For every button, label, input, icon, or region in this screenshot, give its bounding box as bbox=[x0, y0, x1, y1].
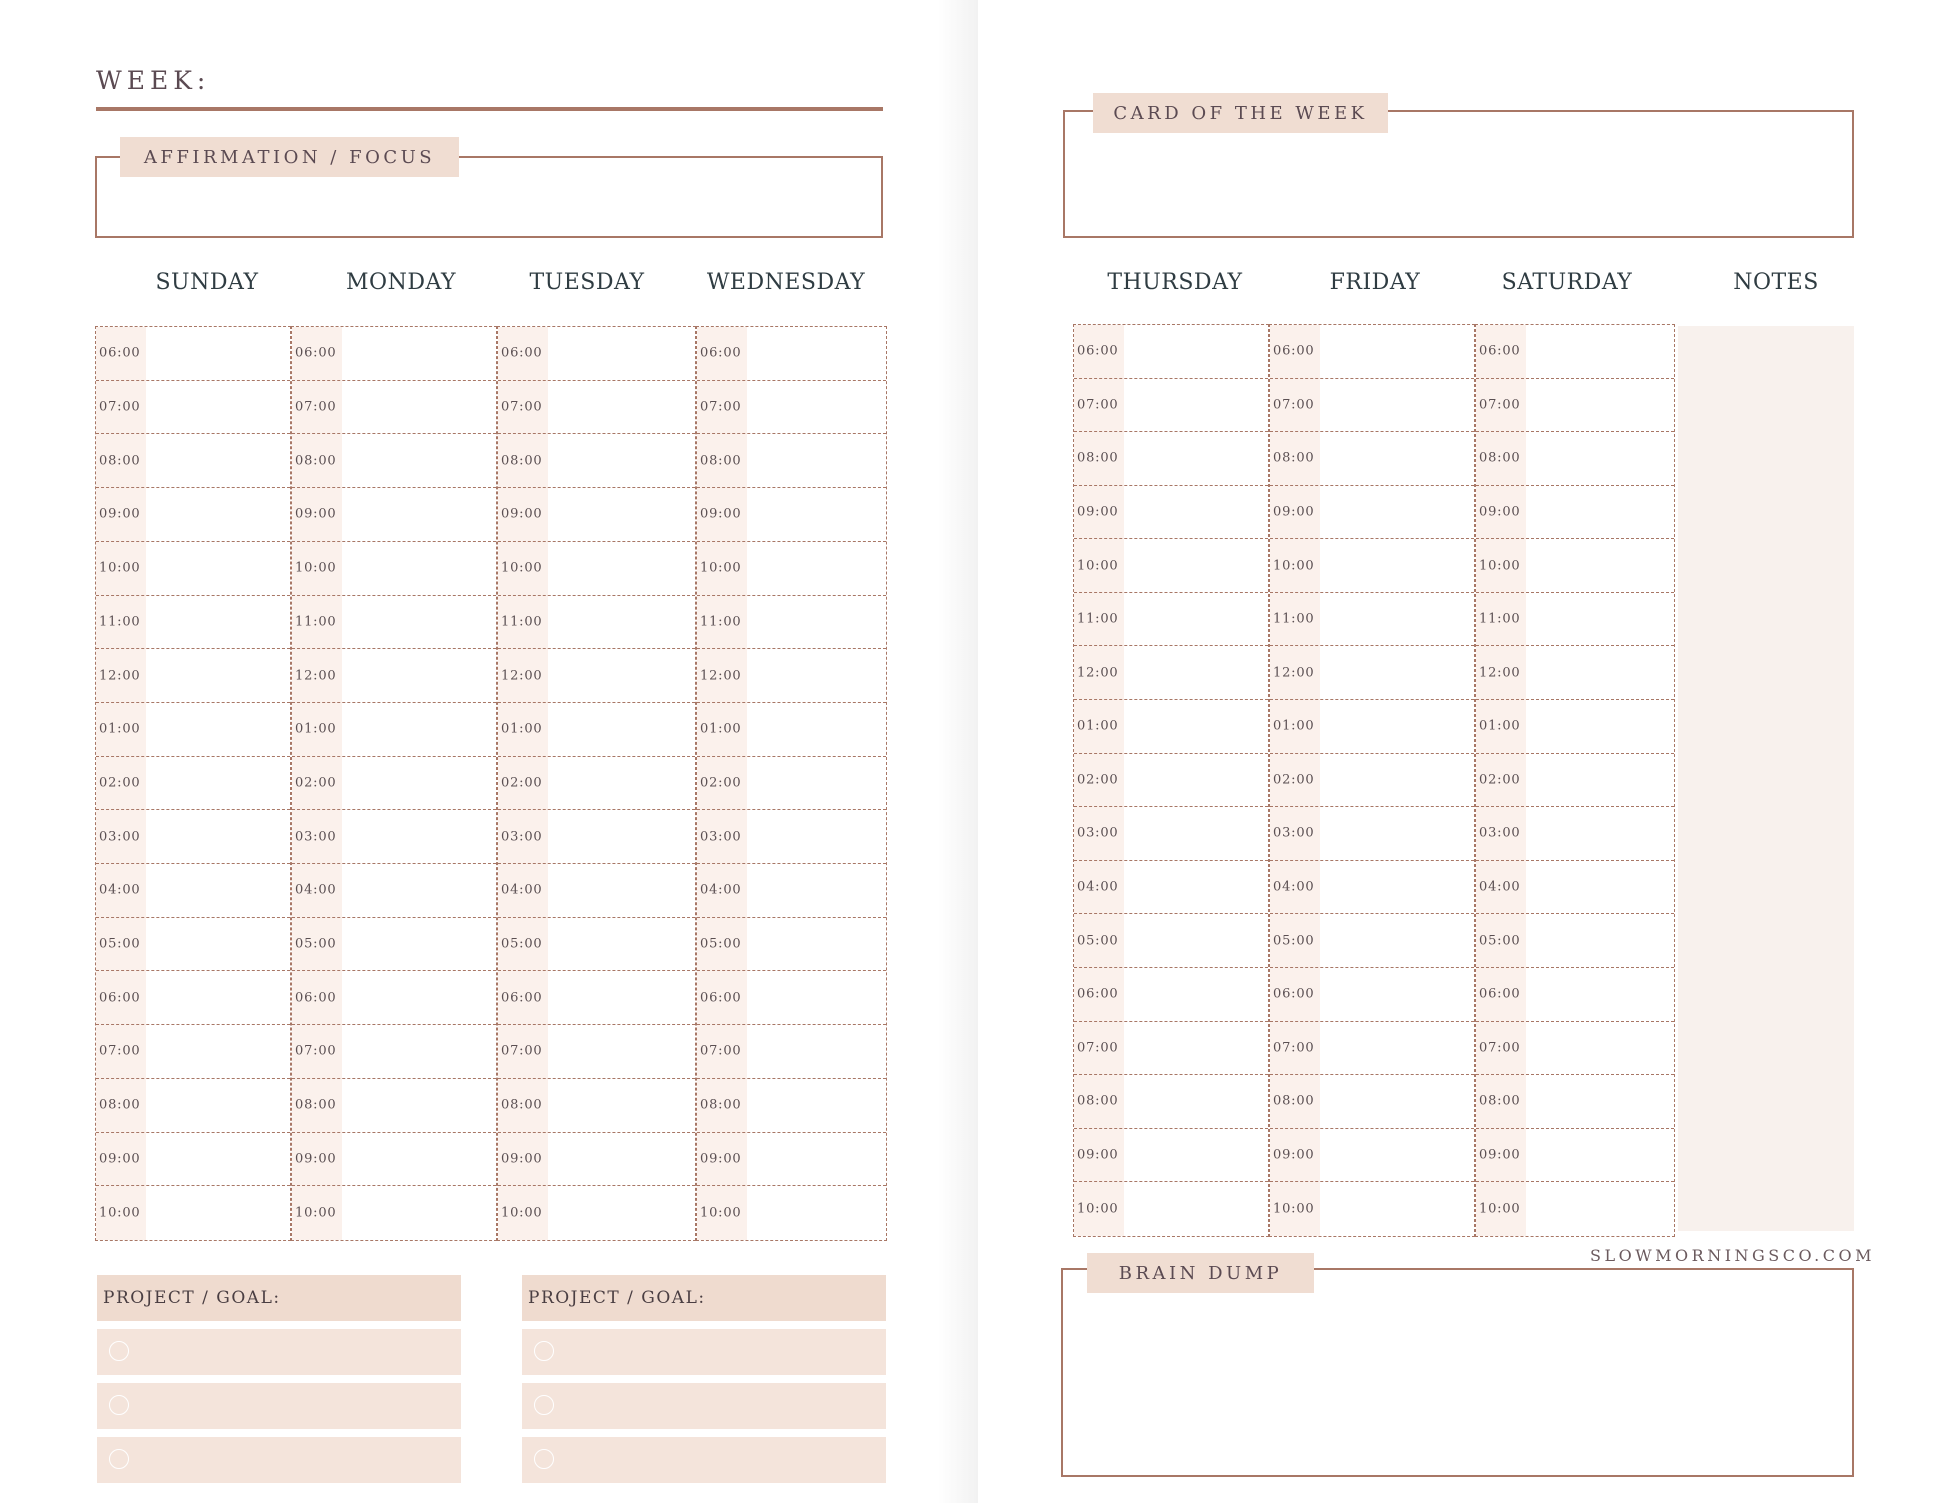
checkbox-circle-icon[interactable] bbox=[109, 1395, 129, 1415]
time-label: 07:00 bbox=[700, 1043, 742, 1059]
affirmation-label: AFFIRMATION / FOCUS bbox=[120, 137, 459, 177]
time-slot[interactable] bbox=[96, 434, 290, 488]
time-label: 03:00 bbox=[501, 829, 543, 845]
time-slot[interactable] bbox=[498, 757, 695, 811]
time-label: 10:00 bbox=[700, 1205, 742, 1221]
time-slot[interactable] bbox=[1476, 486, 1674, 540]
time-label: 02:00 bbox=[1077, 772, 1119, 788]
schedule-sunday bbox=[95, 326, 291, 1241]
time-label: 07:00 bbox=[99, 399, 141, 415]
time-slot[interactable] bbox=[697, 757, 886, 811]
time-slot[interactable] bbox=[1476, 646, 1674, 700]
project-goal-label: PROJECT / GOAL: bbox=[522, 1275, 886, 1321]
time-label: 04:00 bbox=[700, 882, 742, 898]
time-slot[interactable] bbox=[1074, 914, 1268, 968]
time-label: 10:00 bbox=[1479, 1201, 1521, 1217]
time-slot[interactable] bbox=[96, 757, 290, 811]
time-label: 06:00 bbox=[501, 990, 543, 1006]
time-slot[interactable] bbox=[96, 488, 290, 542]
time-label: 08:00 bbox=[99, 453, 141, 469]
time-slot[interactable] bbox=[1476, 807, 1674, 861]
time-label: 10:00 bbox=[501, 1205, 543, 1221]
schedule-wednesday bbox=[696, 326, 887, 1241]
time-label: 07:00 bbox=[1273, 397, 1315, 413]
time-slot[interactable] bbox=[498, 703, 695, 757]
time-slot[interactable] bbox=[697, 1025, 886, 1079]
time-label: 03:00 bbox=[1273, 825, 1315, 841]
time-label: 06:00 bbox=[1273, 986, 1315, 1002]
time-label: 01:00 bbox=[501, 721, 543, 737]
time-slot[interactable] bbox=[697, 1186, 886, 1240]
time-slot[interactable] bbox=[498, 327, 695, 381]
time-slot[interactable] bbox=[1074, 1075, 1268, 1129]
time-slot[interactable] bbox=[697, 434, 886, 488]
time-slot[interactable] bbox=[1270, 325, 1474, 379]
time-label: 11:00 bbox=[700, 614, 742, 630]
time-label: 10:00 bbox=[1273, 1201, 1315, 1217]
time-label: 10:00 bbox=[99, 1205, 141, 1221]
time-label: 02:00 bbox=[501, 775, 543, 791]
day-header-wednesday: WEDNESDAY bbox=[706, 270, 866, 295]
time-slot[interactable] bbox=[1074, 486, 1268, 540]
time-slot[interactable] bbox=[1476, 861, 1674, 915]
time-slot[interactable] bbox=[1270, 861, 1474, 915]
time-slot[interactable] bbox=[697, 381, 886, 435]
time-label: 05:00 bbox=[99, 936, 141, 952]
time-slot[interactable] bbox=[96, 810, 290, 864]
time-slot[interactable] bbox=[292, 971, 496, 1025]
time-label: 11:00 bbox=[295, 614, 337, 630]
time-slot[interactable] bbox=[1476, 754, 1674, 808]
time-label: 02:00 bbox=[1479, 772, 1521, 788]
time-slot[interactable] bbox=[1074, 593, 1268, 647]
time-slot[interactable] bbox=[697, 488, 886, 542]
time-label: 08:00 bbox=[501, 1097, 543, 1113]
time-slot[interactable] bbox=[1270, 1075, 1474, 1129]
time-label: 12:00 bbox=[295, 668, 337, 684]
time-label: 07:00 bbox=[1479, 397, 1521, 413]
time-slot[interactable] bbox=[1270, 379, 1474, 433]
time-label: 07:00 bbox=[295, 1043, 337, 1059]
time-slot[interactable] bbox=[1074, 807, 1268, 861]
time-label: 02:00 bbox=[295, 775, 337, 791]
project-task[interactable] bbox=[522, 1437, 886, 1483]
time-label: 05:00 bbox=[295, 936, 337, 952]
time-label: 03:00 bbox=[700, 829, 742, 845]
time-label: 04:00 bbox=[1273, 879, 1315, 895]
time-slot[interactable] bbox=[697, 703, 886, 757]
time-label: 05:00 bbox=[501, 936, 543, 952]
schedule-tuesday bbox=[497, 326, 696, 1241]
time-label: 09:00 bbox=[501, 1151, 543, 1167]
time-label: 05:00 bbox=[1077, 933, 1119, 949]
time-label: 09:00 bbox=[1077, 1147, 1119, 1163]
time-slot[interactable] bbox=[292, 381, 496, 435]
time-slot[interactable] bbox=[96, 1133, 290, 1187]
time-label: 10:00 bbox=[99, 560, 141, 576]
time-slot[interactable] bbox=[1476, 1075, 1674, 1129]
day-header-tuesday: TUESDAY bbox=[529, 270, 645, 295]
day-header-monday: MONDAY bbox=[346, 270, 456, 295]
time-slot[interactable] bbox=[1270, 700, 1474, 754]
time-slot[interactable] bbox=[498, 542, 695, 596]
project-task[interactable] bbox=[97, 1437, 461, 1483]
time-slot[interactable] bbox=[697, 649, 886, 703]
time-slot[interactable] bbox=[1074, 379, 1268, 433]
brand-url: SLOWMORNINGSCO.COM bbox=[1590, 1246, 1876, 1265]
time-label: 12:00 bbox=[700, 668, 742, 684]
time-label: 11:00 bbox=[1479, 611, 1521, 627]
checkbox-circle-icon[interactable] bbox=[109, 1449, 129, 1469]
time-label: 09:00 bbox=[501, 506, 543, 522]
time-slot[interactable] bbox=[1074, 539, 1268, 593]
time-label: 01:00 bbox=[99, 721, 141, 737]
checkbox-circle-icon[interactable] bbox=[109, 1341, 129, 1361]
time-label: 08:00 bbox=[295, 1097, 337, 1113]
time-label: 09:00 bbox=[99, 1151, 141, 1167]
time-slot[interactable] bbox=[1476, 379, 1674, 433]
time-slot[interactable] bbox=[1270, 754, 1474, 808]
page-gutter bbox=[938, 0, 978, 1503]
time-slot[interactable] bbox=[498, 596, 695, 650]
time-label: 08:00 bbox=[700, 453, 742, 469]
time-slot[interactable] bbox=[96, 327, 290, 381]
time-label: 07:00 bbox=[1273, 1040, 1315, 1056]
day-header-thursday: THURSDAY bbox=[1107, 270, 1243, 295]
day-header-sunday: SUNDAY bbox=[155, 270, 259, 295]
project-task[interactable] bbox=[522, 1329, 886, 1375]
time-slot[interactable] bbox=[498, 971, 695, 1025]
time-slot[interactable] bbox=[292, 649, 496, 703]
time-label: 06:00 bbox=[501, 345, 543, 361]
time-slot[interactable] bbox=[1270, 486, 1474, 540]
time-label: 06:00 bbox=[1479, 986, 1521, 1002]
day-header-friday: FRIDAY bbox=[1329, 270, 1421, 295]
time-slot[interactable] bbox=[498, 918, 695, 972]
schedule-monday bbox=[291, 326, 497, 1241]
time-slot[interactable] bbox=[1476, 914, 1674, 968]
time-slot[interactable] bbox=[96, 1186, 290, 1240]
time-label: 06:00 bbox=[99, 990, 141, 1006]
time-slot[interactable] bbox=[1074, 432, 1268, 486]
time-label: 09:00 bbox=[1273, 504, 1315, 520]
time-label: 10:00 bbox=[1479, 558, 1521, 574]
time-label: 10:00 bbox=[295, 1205, 337, 1221]
time-slot[interactable] bbox=[1476, 1022, 1674, 1076]
time-label: 03:00 bbox=[1077, 825, 1119, 841]
time-label: 06:00 bbox=[1273, 343, 1315, 359]
project-task[interactable] bbox=[97, 1329, 461, 1375]
time-slot[interactable] bbox=[1270, 432, 1474, 486]
time-label: 09:00 bbox=[700, 506, 742, 522]
time-label: 07:00 bbox=[501, 399, 543, 415]
time-slot[interactable] bbox=[1270, 646, 1474, 700]
time-slot[interactable] bbox=[292, 1025, 496, 1079]
time-slot[interactable] bbox=[96, 381, 290, 435]
time-slot[interactable] bbox=[292, 1079, 496, 1133]
time-slot[interactable] bbox=[96, 1025, 290, 1079]
time-label: 09:00 bbox=[700, 1151, 742, 1167]
time-slot[interactable] bbox=[1476, 539, 1674, 593]
time-label: 08:00 bbox=[1077, 450, 1119, 466]
time-label: 10:00 bbox=[700, 560, 742, 576]
schedule-saturday bbox=[1475, 324, 1675, 1237]
time-label: 09:00 bbox=[99, 506, 141, 522]
time-slot[interactable] bbox=[498, 488, 695, 542]
time-slot[interactable] bbox=[498, 810, 695, 864]
time-label: 09:00 bbox=[1273, 1147, 1315, 1163]
time-slot[interactable] bbox=[292, 1186, 496, 1240]
time-label: 01:00 bbox=[1273, 718, 1315, 734]
time-slot[interactable] bbox=[96, 542, 290, 596]
time-label: 12:00 bbox=[501, 668, 543, 684]
week-label: WEEK: bbox=[96, 66, 211, 95]
schedule-thursday bbox=[1073, 324, 1269, 1237]
time-slot[interactable] bbox=[498, 649, 695, 703]
time-label: 10:00 bbox=[501, 560, 543, 576]
time-label: 05:00 bbox=[1479, 933, 1521, 949]
time-label: 01:00 bbox=[1077, 718, 1119, 734]
time-label: 04:00 bbox=[99, 882, 141, 898]
time-label: 01:00 bbox=[700, 721, 742, 737]
time-label: 07:00 bbox=[700, 399, 742, 415]
time-label: 05:00 bbox=[1273, 933, 1315, 949]
time-slot[interactable] bbox=[1476, 1182, 1674, 1236]
notes-header: NOTES bbox=[1733, 270, 1819, 295]
time-slot[interactable] bbox=[697, 1079, 886, 1133]
time-slot[interactable] bbox=[292, 757, 496, 811]
time-slot[interactable] bbox=[292, 596, 496, 650]
time-slot[interactable] bbox=[697, 810, 886, 864]
time-slot[interactable] bbox=[498, 434, 695, 488]
time-label: 06:00 bbox=[295, 345, 337, 361]
checkbox-circle-icon[interactable] bbox=[534, 1341, 554, 1361]
time-label: 06:00 bbox=[295, 990, 337, 1006]
time-label: 01:00 bbox=[1479, 718, 1521, 734]
time-label: 04:00 bbox=[501, 882, 543, 898]
checkbox-circle-icon[interactable] bbox=[534, 1395, 554, 1415]
time-slot[interactable] bbox=[1476, 432, 1674, 486]
day-header-saturday: SATURDAY bbox=[1501, 270, 1633, 295]
time-label: 08:00 bbox=[1273, 1093, 1315, 1109]
time-label: 06:00 bbox=[700, 345, 742, 361]
time-slot[interactable] bbox=[1074, 968, 1268, 1022]
time-label: 09:00 bbox=[1077, 504, 1119, 520]
time-slot[interactable] bbox=[1270, 1022, 1474, 1076]
time-label: 02:00 bbox=[1273, 772, 1315, 788]
time-slot[interactable] bbox=[96, 649, 290, 703]
time-label: 12:00 bbox=[1479, 665, 1521, 681]
time-slot[interactable] bbox=[96, 1079, 290, 1133]
time-label: 07:00 bbox=[1479, 1040, 1521, 1056]
time-label: 04:00 bbox=[1479, 879, 1521, 895]
time-slot[interactable] bbox=[96, 971, 290, 1025]
time-slot[interactable] bbox=[498, 1025, 695, 1079]
project-goal-1 bbox=[97, 1275, 461, 1483]
time-slot[interactable] bbox=[498, 1079, 695, 1133]
time-slot[interactable] bbox=[292, 918, 496, 972]
time-slot[interactable] bbox=[96, 596, 290, 650]
time-slot[interactable] bbox=[1074, 646, 1268, 700]
time-label: 08:00 bbox=[1273, 450, 1315, 466]
time-slot[interactable] bbox=[1074, 1022, 1268, 1076]
time-slot[interactable] bbox=[697, 542, 886, 596]
time-slot[interactable] bbox=[1074, 700, 1268, 754]
time-label: 03:00 bbox=[1479, 825, 1521, 841]
time-label: 11:00 bbox=[1273, 611, 1315, 627]
time-label: 01:00 bbox=[295, 721, 337, 737]
time-slot[interactable] bbox=[498, 1133, 695, 1187]
project-goal-label: PROJECT / GOAL: bbox=[97, 1275, 461, 1321]
time-slot[interactable] bbox=[1270, 914, 1474, 968]
time-label: 04:00 bbox=[295, 882, 337, 898]
time-slot[interactable] bbox=[1270, 807, 1474, 861]
time-label: 07:00 bbox=[1077, 397, 1119, 413]
time-label: 06:00 bbox=[700, 990, 742, 1006]
time-slot[interactable] bbox=[1270, 968, 1474, 1022]
schedule-friday bbox=[1269, 324, 1475, 1237]
time-label: 08:00 bbox=[700, 1097, 742, 1113]
time-slot[interactable] bbox=[1476, 1129, 1674, 1183]
time-label: 04:00 bbox=[1077, 879, 1119, 895]
time-slot[interactable] bbox=[1074, 754, 1268, 808]
time-slot[interactable] bbox=[292, 810, 496, 864]
time-slot[interactable] bbox=[1476, 968, 1674, 1022]
time-slot[interactable] bbox=[1270, 539, 1474, 593]
time-label: 12:00 bbox=[99, 668, 141, 684]
time-slot[interactable] bbox=[96, 918, 290, 972]
time-label: 10:00 bbox=[1077, 1201, 1119, 1217]
time-label: 06:00 bbox=[1077, 986, 1119, 1002]
time-slot[interactable] bbox=[697, 918, 886, 972]
time-label: 07:00 bbox=[1077, 1040, 1119, 1056]
checkbox-circle-icon[interactable] bbox=[534, 1449, 554, 1469]
time-label: 08:00 bbox=[1479, 1093, 1521, 1109]
time-label: 08:00 bbox=[99, 1097, 141, 1113]
time-label: 10:00 bbox=[1273, 558, 1315, 574]
notes-area[interactable] bbox=[1678, 326, 1854, 1231]
time-label: 06:00 bbox=[1077, 343, 1119, 359]
time-slot[interactable] bbox=[96, 703, 290, 757]
time-label: 06:00 bbox=[1479, 343, 1521, 359]
project-task[interactable] bbox=[522, 1383, 886, 1429]
time-slot[interactable] bbox=[697, 596, 886, 650]
time-label: 10:00 bbox=[295, 560, 337, 576]
time-label: 02:00 bbox=[99, 775, 141, 791]
time-slot[interactable] bbox=[498, 864, 695, 918]
time-label: 08:00 bbox=[1479, 450, 1521, 466]
time-label: 03:00 bbox=[99, 829, 141, 845]
time-slot[interactable] bbox=[292, 703, 496, 757]
time-slot[interactable] bbox=[1476, 700, 1674, 754]
brain-dump-box[interactable] bbox=[1061, 1268, 1854, 1477]
time-slot[interactable] bbox=[1476, 325, 1674, 379]
time-label: 08:00 bbox=[1077, 1093, 1119, 1109]
time-label: 08:00 bbox=[295, 453, 337, 469]
time-label: 08:00 bbox=[501, 453, 543, 469]
time-slot[interactable] bbox=[498, 381, 695, 435]
time-slot[interactable] bbox=[292, 864, 496, 918]
time-label: 12:00 bbox=[1273, 665, 1315, 681]
time-slot[interactable] bbox=[1270, 1182, 1474, 1236]
time-slot[interactable] bbox=[292, 542, 496, 596]
time-label: 02:00 bbox=[700, 775, 742, 791]
time-slot[interactable] bbox=[1270, 593, 1474, 647]
time-label: 12:00 bbox=[1077, 665, 1119, 681]
time-slot[interactable] bbox=[697, 971, 886, 1025]
time-slot[interactable] bbox=[498, 1186, 695, 1240]
time-label: 07:00 bbox=[99, 1043, 141, 1059]
brain-dump-label: BRAIN DUMP bbox=[1087, 1253, 1314, 1293]
time-label: 09:00 bbox=[1479, 504, 1521, 520]
time-slot[interactable] bbox=[292, 434, 496, 488]
time-slot[interactable] bbox=[292, 1133, 496, 1187]
time-label: 09:00 bbox=[1479, 1147, 1521, 1163]
time-slot[interactable] bbox=[1074, 1182, 1268, 1236]
time-slot[interactable] bbox=[697, 1133, 886, 1187]
time-label: 03:00 bbox=[295, 829, 337, 845]
time-slot[interactable] bbox=[1074, 1129, 1268, 1183]
time-slot[interactable] bbox=[697, 864, 886, 918]
time-label: 10:00 bbox=[1077, 558, 1119, 574]
project-goal-2 bbox=[522, 1275, 886, 1483]
time-label: 07:00 bbox=[501, 1043, 543, 1059]
time-slot[interactable] bbox=[1074, 325, 1268, 379]
time-label: 05:00 bbox=[700, 936, 742, 952]
time-label: 11:00 bbox=[501, 614, 543, 630]
time-slot[interactable] bbox=[697, 327, 886, 381]
week-entry-line[interactable] bbox=[96, 107, 883, 111]
card-of-week-label: CARD OF THE WEEK bbox=[1093, 93, 1388, 133]
time-slot[interactable] bbox=[96, 864, 290, 918]
time-label: 09:00 bbox=[295, 506, 337, 522]
time-slot[interactable] bbox=[1476, 593, 1674, 647]
project-task[interactable] bbox=[97, 1383, 461, 1429]
time-slot[interactable] bbox=[292, 488, 496, 542]
time-slot[interactable] bbox=[292, 327, 496, 381]
time-label: 11:00 bbox=[99, 614, 141, 630]
time-label: 11:00 bbox=[1077, 611, 1119, 627]
time-slot[interactable] bbox=[1074, 861, 1268, 915]
time-label: 09:00 bbox=[295, 1151, 337, 1167]
time-label: 06:00 bbox=[99, 345, 141, 361]
time-label: 07:00 bbox=[295, 399, 337, 415]
time-slot[interactable] bbox=[1270, 1129, 1474, 1183]
